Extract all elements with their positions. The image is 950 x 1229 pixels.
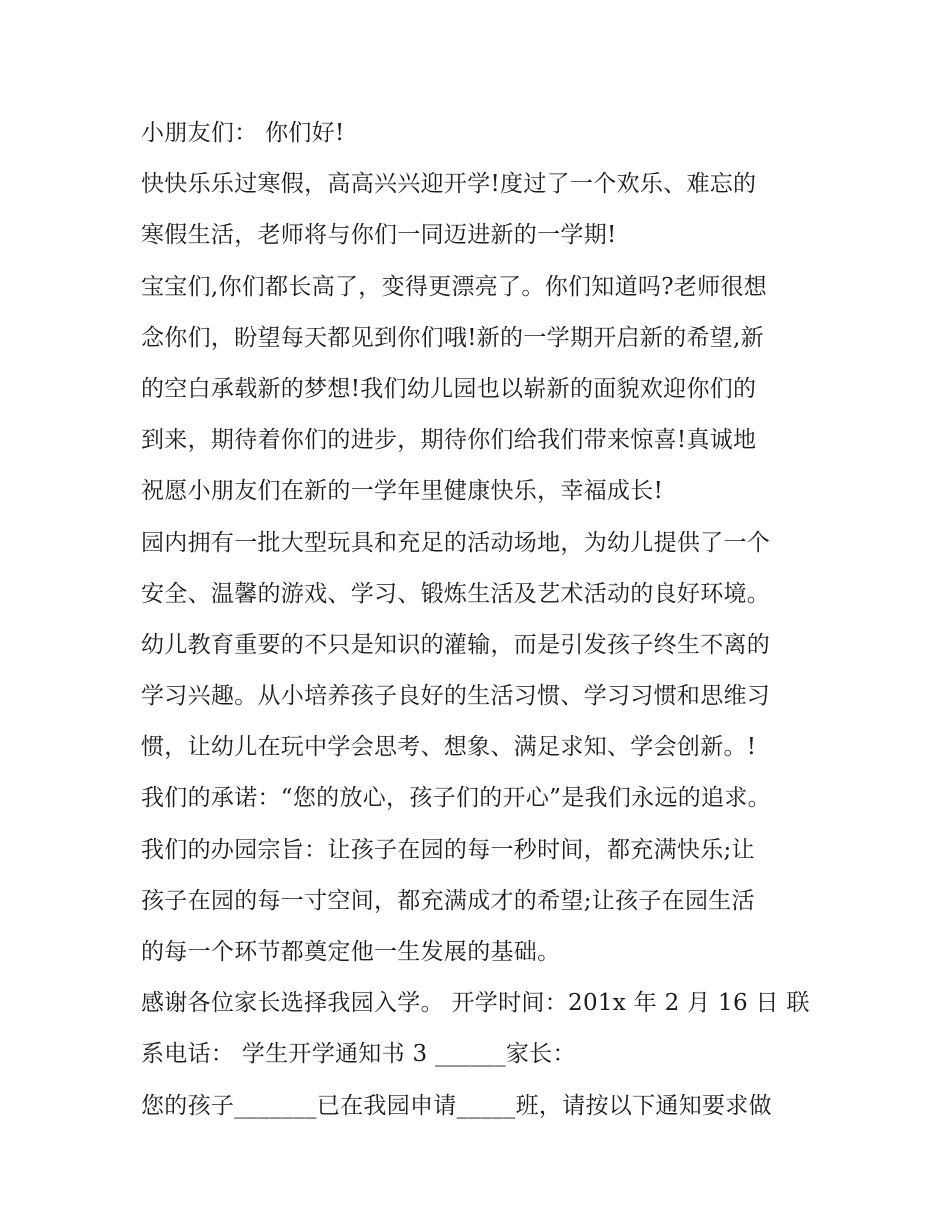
paragraph-line: 念你们，盼望每天都见到你们哦!新的一学期开启新的希望,新 xyxy=(141,324,764,351)
notice-body-line: 您的孩子_______已在我园申请_____班，请按以下通知要求做 xyxy=(141,1092,772,1119)
paragraph-line: 到来，期待着你们的进步，期待你们给我们带来惊喜!真诚地 xyxy=(141,427,757,454)
paragraph-line: 快快乐乐过寒假，高高兴兴迎开学!度过了一个欢乐、难忘的 xyxy=(141,171,757,198)
promise-line: 我们的承诺：“您的放心，孩子们的开心”是我们永远的追求。 xyxy=(141,785,771,812)
paragraph-line: 祝愿小朋友们在新的一学年里健康快乐，幸福成长! xyxy=(141,478,664,505)
paragraph-line: 的每一个环节都奠定他一生发展的基础。 xyxy=(141,939,561,965)
paragraph-line: 幼儿教育重要的不只是知识的灌输，而是引发孩子终生不离的 xyxy=(141,631,771,658)
paragraph-line: 安全、温馨的游戏、学习、锻炼生活及艺术活动的良好环境。 xyxy=(141,580,771,607)
paragraph-line: 惯，让幼儿在玩中学会思考、想象、满足求知、学会创新。! xyxy=(141,734,757,761)
paragraph-line: 孩子在园的每一寸空间，都充满成才的希望;让孩子在园生活 xyxy=(141,887,755,914)
paragraph-line: 寒假生活，老师将与你们一同迈进新的一学期! xyxy=(141,222,617,249)
paragraph-line: 园内拥有一批大型玩具和充足的活动场地，为幼儿提供了一个 xyxy=(141,529,771,556)
document-body xyxy=(141,108,821,1132)
paragraph-line: 宝宝们,你们都长高了，变得更漂亮了。你们知道吗?老师很想 xyxy=(141,273,768,300)
enrollment-info-line: 感谢各位家长选择我园入学。 开学时间：201x 年 2 月 16 日 联 xyxy=(141,990,810,1017)
greeting-line: 小朋友们： 你们好! xyxy=(141,120,345,146)
notice-title-line: 系电话： 学生开学通知书 3 ______家长： xyxy=(141,1041,576,1068)
mission-line: 我们的办园宗旨：让孩子在园的每一秒时间，都充满快乐;让 xyxy=(141,836,755,863)
paragraph-line: 学习兴趣。从小培养孩子良好的生活习惯、学习习惯和思维习 xyxy=(141,683,771,710)
paragraph-line: 的空白承载新的梦想!我们幼儿园也以崭新的面貌欢迎你们的 xyxy=(141,375,757,402)
